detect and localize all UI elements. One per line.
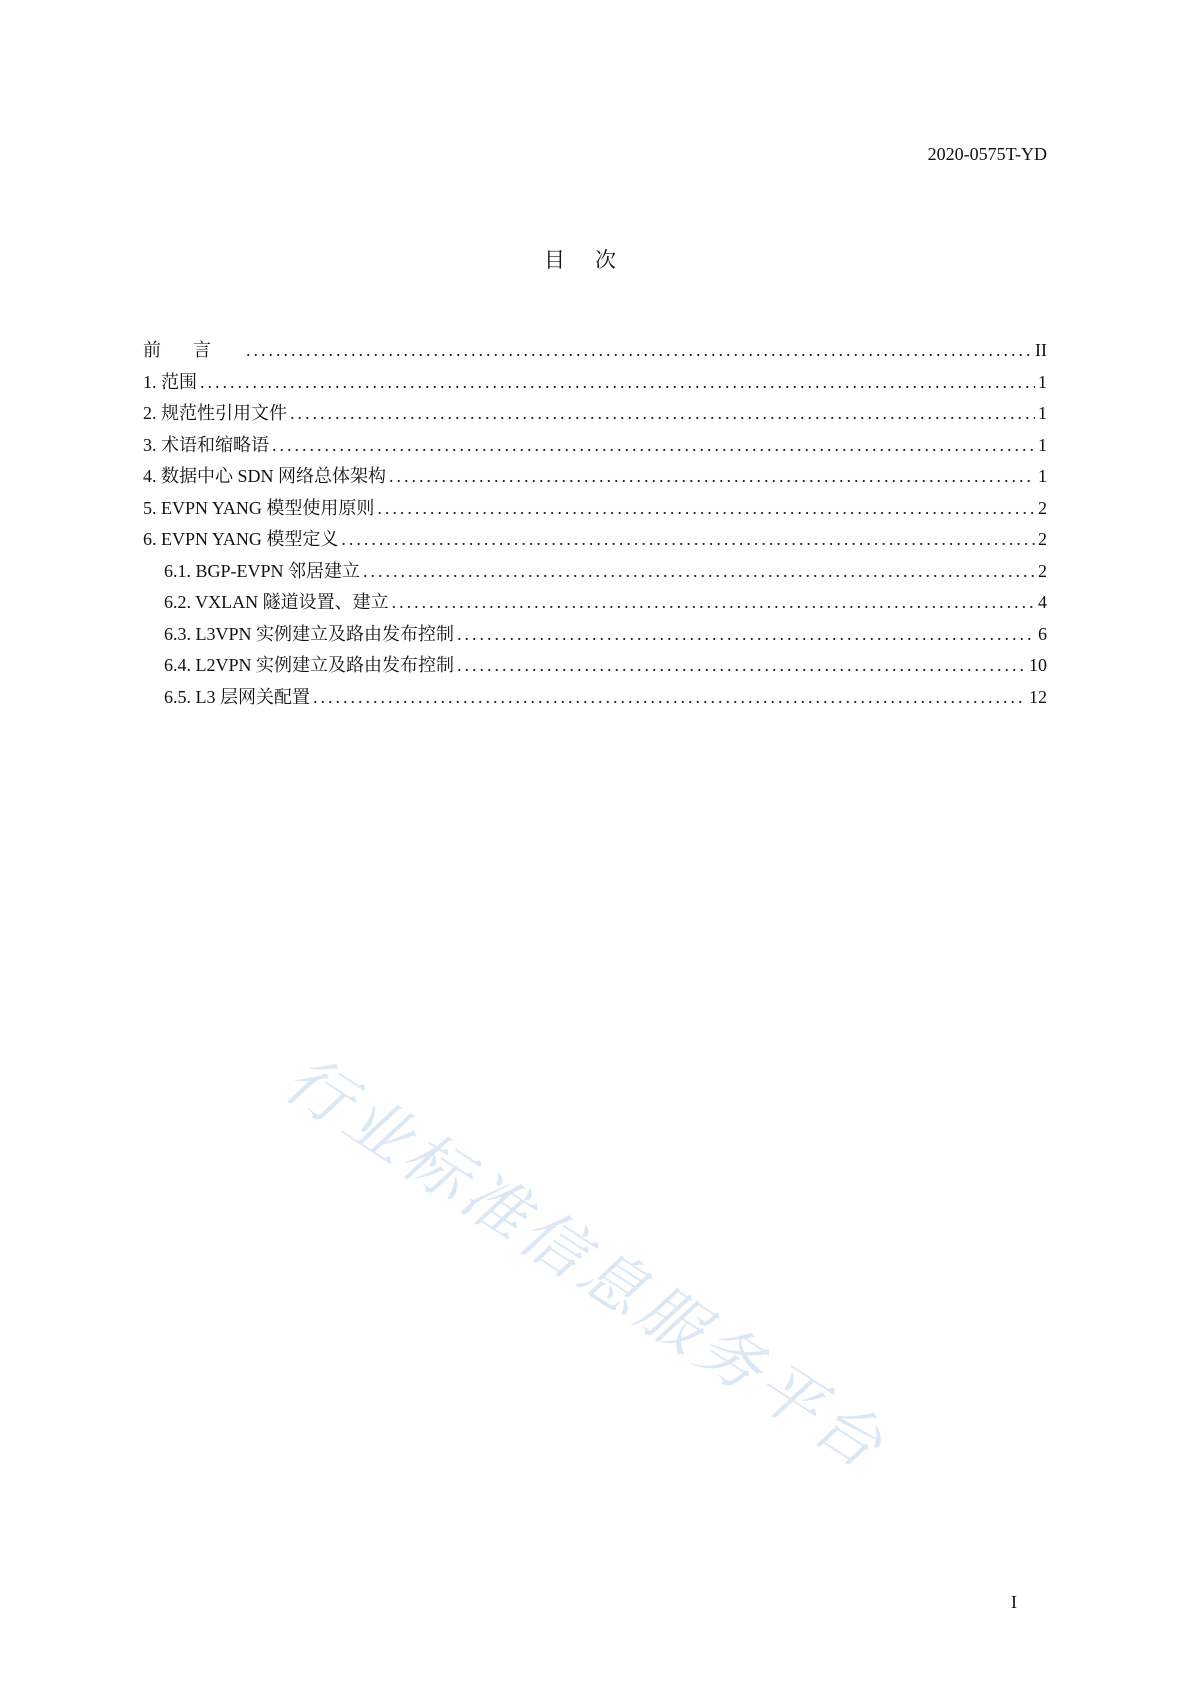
toc-entry[interactable] (143, 431, 1047, 463)
toc-leader-dots (363, 561, 1035, 582)
toc-entry-page: 1 (1038, 371, 1047, 392)
toc-entry[interactable] (143, 399, 1047, 431)
page-number: I (1011, 1592, 1017, 1612)
toc-leader-dots (457, 624, 1035, 645)
toc-entry-label: 前言 (143, 340, 243, 360)
toc-entry-label: 1. 范围 (143, 371, 197, 392)
toc-entry-label: 3. 术语和缩略语 (143, 434, 269, 455)
toc-entry[interactable] (143, 462, 1047, 494)
toc-entry-page: 10 (1029, 655, 1047, 675)
toc-entry-page: 6 (1038, 623, 1047, 644)
toc-subentry[interactable] (143, 683, 1047, 715)
toc-leader-dots (200, 372, 1035, 393)
toc-entry-label: 6.4. L2VPN 实例建立及路由发布控制 (164, 655, 455, 675)
toc-entry-page: II (1035, 340, 1047, 360)
toc-leader-dots (341, 529, 1035, 550)
toc-leader-dots (272, 435, 1035, 456)
toc-entry-page: 2 (1038, 529, 1047, 549)
toc-leader-dots (377, 498, 1035, 519)
toc-leader-dots (389, 466, 1035, 487)
toc-entry[interactable] (143, 336, 1047, 368)
toc-subentry[interactable] (143, 588, 1047, 620)
toc-entry-label: 4. 数据中心 SDN 网络总体架构 (143, 466, 387, 486)
toc-entry-label: 6. EVPN YANG 模型定义 (143, 529, 339, 549)
toc-leader-dots (313, 687, 1026, 708)
toc-entry-page: 1 (1038, 466, 1047, 486)
toc-entry-page: 2 (1038, 497, 1047, 518)
toc-entry-label: 6.1. BGP-EVPN 邻居建立 (164, 560, 361, 581)
toc-entry-page: 1 (1038, 434, 1047, 455)
toc-title: 目次 (544, 248, 646, 272)
toc-entry[interactable] (143, 494, 1047, 526)
toc-entry-label: 2. 规范性引用文件 (143, 403, 287, 423)
toc-entry[interactable] (143, 525, 1047, 557)
toc-entry-label: 5. EVPN YANG 模型使用原则 (143, 497, 375, 518)
toc-entry-page: 12 (1029, 686, 1047, 707)
toc-entry-page: 1 (1038, 403, 1047, 423)
table-of-contents (143, 336, 1047, 714)
toc-entry-label: 6.5. L3 层网关配置 (164, 686, 310, 707)
toc-leader-dots (246, 340, 1032, 361)
toc-leader-dots (457, 655, 1026, 676)
toc-entry-page: 4 (1038, 592, 1047, 612)
toc-leader-dots (392, 592, 1035, 613)
toc-entry[interactable] (143, 368, 1047, 400)
watermark: 行业标准信息服务平台 (271, 1042, 899, 1486)
document-code: 2020-0575T-YD (927, 144, 1047, 164)
toc-leader-dots (290, 403, 1035, 424)
toc-entry-label: 6.2. VXLAN 隧道设置、建立 (164, 592, 389, 612)
toc-entry-page: 2 (1038, 560, 1047, 581)
toc-subentry[interactable] (143, 620, 1047, 652)
toc-entry-label: 6.3. L3VPN 实例建立及路由发布控制 (164, 623, 455, 644)
toc-subentry[interactable] (143, 651, 1047, 683)
toc-subentry[interactable] (143, 557, 1047, 589)
